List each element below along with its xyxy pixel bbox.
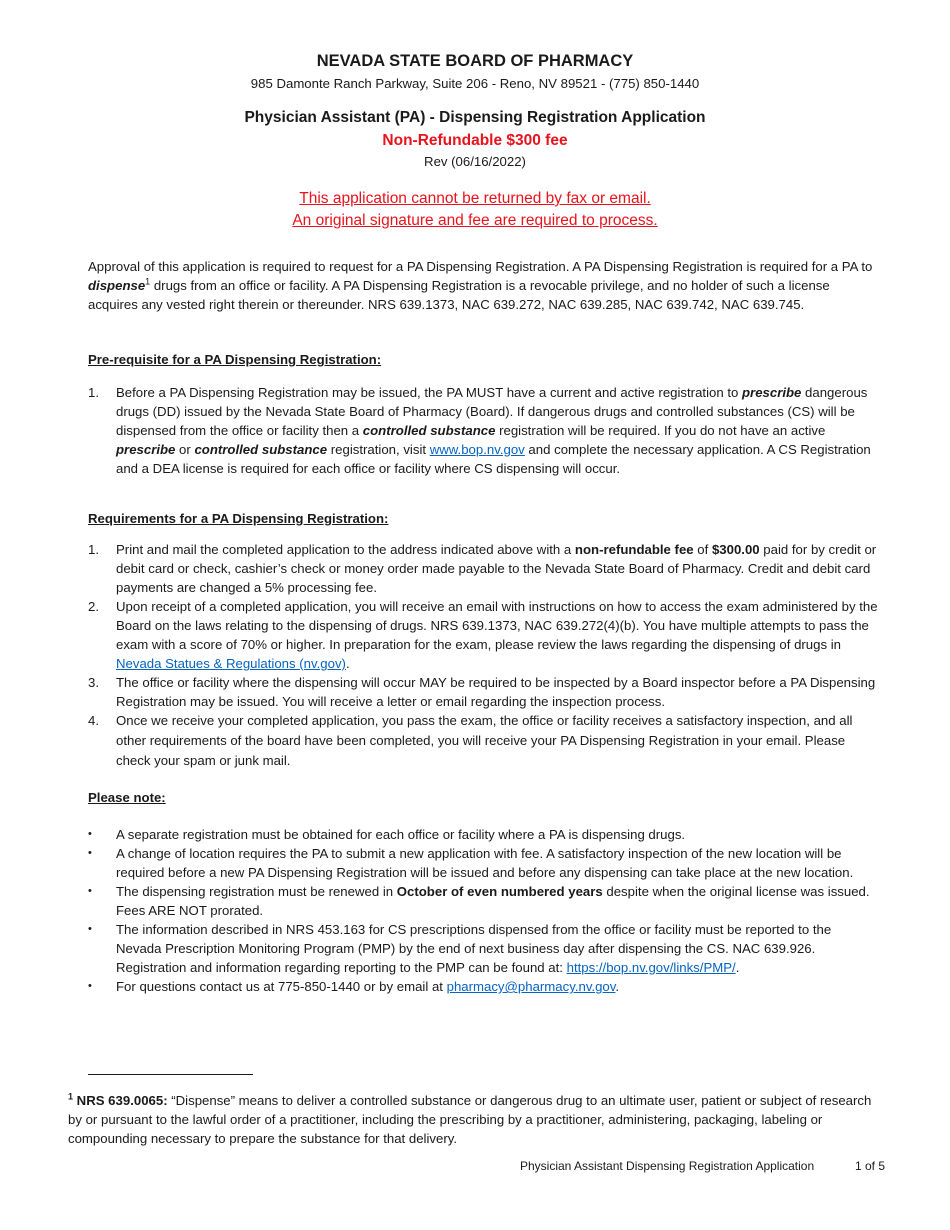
board-name: NEVADA STATE BOARD OF PHARMACY [316,52,634,70]
prerequisite-heading: Pre-requisite for a PA Dispensing Registration: [88,352,382,367]
notes-list [88,825,878,996]
warning-line-2: An original signature and fee are required to process. [292,212,658,229]
list-item [88,882,878,920]
list-item [88,597,878,673]
item-text: despite when the original license was issued. Fees ARE NOT prorated. [116,884,870,918]
footnote [68,1091,886,1148]
prerequisite-list [88,383,878,478]
list-item [88,825,878,844]
dispense-term: dispense [88,278,146,293]
item-text: Once we receive your completed application, you pass the exam, the office or facility receives a satisfactory inspection, and all other requirements of the board have been completed, you will receive your PA Dispensing Registration in your email. Please check your spam or junk mail. [116,713,853,768]
email-link[interactable]: pharmacy@pharmacy.nv.gov [446,979,616,994]
item-text: . [735,960,740,975]
item-number: 1. [88,385,99,400]
bullet-icon: • [88,923,92,935]
list-item [88,673,878,711]
item-text: For questions contact us at 775-850-1440 or by email at [116,979,447,994]
item-text: of [693,542,712,557]
fee-notice: Non-Refundable $300 fee [382,132,568,149]
item-number: 2. [88,599,99,614]
item-text: The information described in NRS 453.163 for CS prescriptions dispensed from the office or facility must be reported to the Nevada Prescription Monitoring Program (PMP) by the end of next business day after dispensing the CS. NAC 639.926. Registration and information regarding reporting to the PMP can be found at: [116,922,832,975]
emphasis-text: controlled substance [362,423,496,438]
emphasis-text: October of even numbered years [396,884,603,899]
board-address: 985 Damonte Ranch Parkway, Suite 206 - Reno, NV 89521 - (775) 850-1440 [250,76,700,91]
footer-doc-name: Physician Assistant Dispensing Registration Application [520,1159,815,1173]
emphasis-text: prescribe [742,385,802,400]
intro-paragraph [88,257,878,314]
emphasis-text: prescribe [116,442,176,457]
item-text: dangerous drugs (DD) issued by the Nevada State Board of Pharmacy (Board). If dangerous drugs and controlled substances (CS) will be dispensed from the office or facility then a [116,385,868,438]
footnote-text: “Dispense” means to deliver a controlled substance or dangerous drug to an ultimate user, patient or subject of research by or pursuant to the lawful order of a practitioner, including the prescribing by a practitioner, administering, packaging, labeling or compounding necessary to prepare the substance for that delivery. [68,1093,872,1146]
warning-line-1: This application cannot be returned by fax or email. [299,190,651,207]
item-number: 1. [88,542,99,557]
intro-text-2: drugs from an office or facility. A PA Dispensing Registration is a revocable privilege, and no holder of such a license acquires any vested right therein or thereunder. NRS 639.1373, NAC 639.272, NAC 639.285, NAC 639.742, NAC 639.745. [88,278,830,312]
item-number: 4. [88,713,99,728]
pmp-link[interactable]: https://bop.nv.gov/links/PMP/ [566,960,736,975]
item-text: A separate registration must be obtained for each office or facility where a PA is dispensing drugs. [116,827,686,842]
emphasis-text: $300.00 [711,542,760,557]
nevada-statutes-link[interactable]: Nevada Statues & Regulations (nv.gov) [116,656,346,671]
item-text: A change of location requires the PA to submit a new application with fee. A satisfactory inspection of the new location will be required before a new PA Dispensing Registration will be issued and before any dispensing can take place at the new location. [116,846,854,880]
item-text: and complete the necessary application. A CS Registration and a DEA license is required for each office or facility where CS dispensing will occur. [116,442,871,476]
emphasis-text: controlled substance [194,442,328,457]
list-item [88,977,878,996]
item-text: . [615,979,620,994]
item-text: . [345,656,350,671]
emphasis-text: non-refundable fee [574,542,694,557]
item-text: registration will be required. If you do not have an active [495,423,826,438]
item-text: paid for by credit or debit card or check, cashier’s check or money order made payable to the Nevada State Board of Pharmacy. Credit and debit card payments are changed a 5% processing fee. [116,542,877,595]
item-text: or [175,442,195,457]
list-item [88,383,878,478]
list-item [88,711,878,771]
bop-website-link[interactable]: www.bop.nv.gov [429,442,525,457]
requirements-heading: Requirements for a PA Dispensing Registration: [88,511,389,526]
requirements-list [88,540,878,771]
please-note-heading: Please note: [88,790,166,805]
bullet-icon: • [88,828,92,840]
revision-date: Rev (06/16/2022) [424,154,526,169]
footnote-label: NRS 639.0065: [73,1093,168,1108]
list-item [88,540,878,597]
form-title: Physician Assistant (PA) - Dispensing Registration Application [244,109,706,126]
item-text: registration, visit [327,442,430,457]
list-item [88,920,878,977]
page-number: 1 of 5 [854,1159,885,1173]
bullet-icon: • [88,980,92,992]
page-footer [520,1157,885,1176]
item-text: Before a PA Dispensing Registration may be issued, the PA MUST have a current and active registration to [116,385,742,400]
item-text: The office or facility where the dispensing will occur MAY be required to be inspected by a Board inspector before a PA Dispensing Registration may be issued. You will receive a letter or email regarding the inspection process. [116,675,876,709]
item-text: Upon receipt of a completed application, you will receive an email with instructions on how to access the exam administered by the Board on the laws relating to the dispensing of drugs. NRS 639.1373, NAC 639.272(4)(b). You have multiple attempts to pass the exam with a score of 70% or higher. In preparation for the exam, please review the laws regarding the dispensing of drugs in [116,599,878,652]
bullet-icon: • [88,885,92,897]
item-text: The dispensing registration must be renewed in [116,884,397,899]
item-number: 3. [88,675,99,690]
footnote-ref[interactable]: 1 [145,276,151,287]
footnote-mark: 1 [68,1091,74,1102]
item-text: Print and mail the completed application to the address indicated above with a [116,542,575,557]
bullet-icon: • [88,847,92,859]
footnote-divider [88,1074,253,1075]
intro-text-1: Approval of this application is required to request for a PA Dispensing Registration. A PA Dispensing Registration is required for a PA to [88,259,873,274]
list-item [88,844,878,882]
